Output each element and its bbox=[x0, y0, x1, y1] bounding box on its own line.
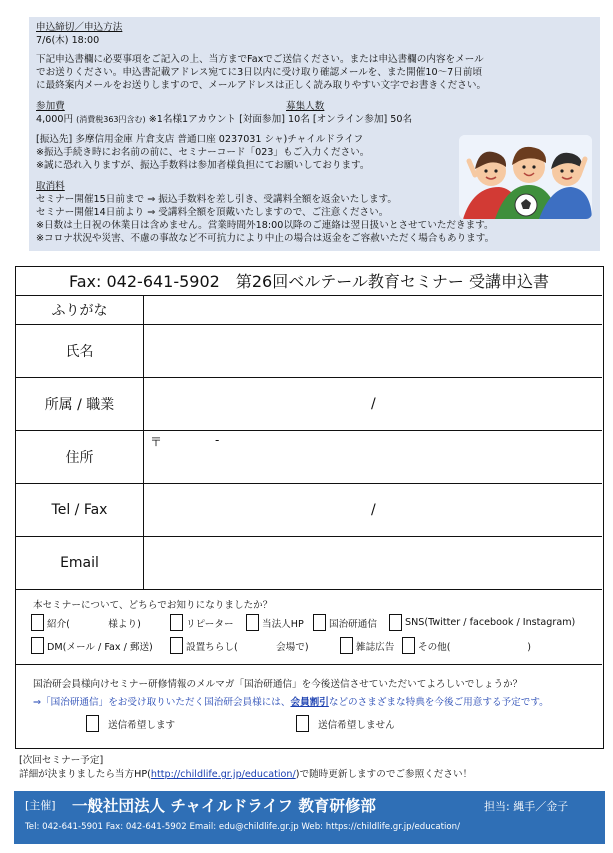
cancel-line-4: ※コロナ状況や災害、不慮の事故など不可抗力により中止の場合は返金をご容赦いただく場合もあります。 bbox=[36, 233, 495, 244]
contact-person: 担当: 縄手／金子 bbox=[484, 800, 569, 813]
email-field[interactable] bbox=[145, 537, 602, 589]
other-label: その他( ) bbox=[418, 641, 532, 653]
affiliation-row bbox=[16, 378, 602, 431]
next-seminar-label: [次回セミナー予定] bbox=[19, 755, 104, 766]
method-line-1: 下記申込書欄に必要事項をご記入の上、当方までFaxでご送信ください。または申込書欄の内容をメール bbox=[36, 54, 484, 65]
cancel-label: 取消料 bbox=[36, 181, 65, 192]
capacity-line: [対面参加] 10名 [オンライン参加] 50名 bbox=[239, 114, 413, 125]
repeater-checkbox[interactable] bbox=[170, 614, 183, 631]
next-line-b: )で随時更新しますのでご参照ください！ bbox=[295, 769, 473, 780]
option-newsletter[interactable] bbox=[313, 614, 377, 631]
dm-label: DM(メール / Fax / 郵送) bbox=[47, 641, 153, 653]
send-no-checkbox[interactable] bbox=[296, 715, 309, 732]
option-dm[interactable] bbox=[31, 637, 153, 654]
newsletter-note bbox=[33, 696, 549, 709]
option-send-yes[interactable] bbox=[86, 715, 175, 732]
option-magazine[interactable] bbox=[340, 637, 394, 654]
fee-amount: 4,000円 bbox=[36, 114, 74, 125]
email-row bbox=[16, 537, 602, 590]
send-no-label: 送信希望しません bbox=[318, 719, 395, 731]
telfax-slash: / bbox=[371, 502, 376, 518]
address-row bbox=[16, 431, 602, 484]
flyer-checkbox[interactable] bbox=[170, 637, 183, 654]
address-label: 住所 bbox=[16, 431, 144, 483]
organizer-name: 一般社団法人 チャイルドライフ 教育研修部 bbox=[72, 797, 376, 815]
option-hp[interactable] bbox=[246, 614, 304, 631]
furigana-label: ふりがな bbox=[16, 296, 144, 324]
option-send-no[interactable] bbox=[296, 715, 395, 732]
source-question-section bbox=[16, 590, 602, 665]
cancel-line-1: セミナー開催15日前まで ⇒ 振込手数料を差し引き、受講料全額を返金いたします。 bbox=[36, 194, 397, 205]
method-line-3: に最終案内メールをお送りしますので、メールアドレスは正しく読み取りやすい文字でお書きください。 bbox=[36, 80, 487, 91]
fee-line bbox=[36, 113, 412, 126]
option-referral[interactable] bbox=[31, 614, 141, 631]
newsletter-label: 国治研通信 bbox=[329, 618, 377, 630]
affiliation-field[interactable] bbox=[145, 378, 602, 430]
next-seminar-line bbox=[19, 768, 472, 781]
application-info-box bbox=[29, 17, 600, 251]
newsletter-question-section bbox=[16, 665, 602, 747]
option-sns[interactable] bbox=[389, 614, 575, 631]
repeater-label: リピーター bbox=[186, 618, 234, 630]
telfax-row bbox=[16, 484, 602, 537]
deadline-date: 7/6(木) 18:00 bbox=[36, 35, 100, 46]
cancel-line-2: セミナー開催14日前より ⇒ 受講料全額を頂戴いたしますので、ご注意ください。 bbox=[36, 207, 389, 218]
form-title: Fax: 042-641-5902 第26回ベルテール教育セミナー 受講申込書 bbox=[16, 267, 602, 296]
newsletter-question: 国治研会員様向けセミナー研修情報のメルマガ「国治研通信」を今後送信させていただいてよろしいでしょうか？ bbox=[33, 679, 523, 690]
deadline-label: 申込締切／申込方法 bbox=[36, 22, 123, 33]
next-seminar-note bbox=[19, 754, 472, 781]
telfax-field[interactable] bbox=[145, 484, 602, 536]
furigana-field[interactable] bbox=[145, 296, 602, 324]
children-soccer-illustration bbox=[459, 135, 592, 219]
magazine-label: 雑誌広告 bbox=[356, 641, 395, 653]
affiliation-label: 所属 / 職業 bbox=[16, 378, 144, 430]
source-question: 本セミナーについて、どちらでお知りになりましたか？ bbox=[33, 600, 273, 611]
newsletter-note-a: ⇒「国治研通信」をお受け取りいただく国治研会員様には、 bbox=[33, 697, 291, 708]
cancel-line-3: ※日数は土日祝の休業日は含めません。営業時間外18:00以降のご連絡は翌日扱いとさせていただきます。 bbox=[36, 220, 494, 231]
affiliation-slash: / bbox=[371, 396, 376, 412]
method-line-2: でお送りください。申込書記載アドレス宛てに3日以内に受け取り確認メールを、また開催10～7日前頃 bbox=[36, 67, 483, 78]
capacity-label: 募集人数 bbox=[286, 101, 325, 112]
name-field[interactable] bbox=[145, 325, 602, 377]
next-line-a: 詳細が決まりましたら当方HP( bbox=[19, 769, 151, 780]
fee-account-note: ※1名様1アカウント bbox=[148, 114, 237, 125]
option-repeater[interactable] bbox=[170, 614, 234, 631]
flyer-label: 設置ちらし( 会場で) bbox=[186, 641, 309, 653]
send-yes-checkbox[interactable] bbox=[86, 715, 99, 732]
referral-label: 紹介( 様より) bbox=[47, 618, 141, 630]
postal-mark: 〒 bbox=[150, 435, 163, 449]
email-label: Email bbox=[16, 537, 144, 589]
sns-checkbox[interactable] bbox=[389, 614, 402, 631]
transfer-line-1: [振込先] 多摩信用金庫 片倉支店 普通口座 0237031 シャ)チャイルドライフ bbox=[36, 134, 364, 145]
other-checkbox[interactable] bbox=[402, 637, 415, 654]
newsletter-checkbox[interactable] bbox=[313, 614, 326, 631]
hp-label: 当法人HP bbox=[262, 618, 304, 630]
member-discount-link[interactable]: 会員割引 bbox=[290, 697, 329, 708]
education-url-link[interactable]: http://childlife.gr.jp/education/ bbox=[150, 769, 296, 780]
postal-dash: - bbox=[215, 433, 220, 447]
fee-label: 参加費 bbox=[36, 101, 65, 112]
newsletter-note-b: などのさまざまな特典を今後ご用意する予定です。 bbox=[328, 697, 549, 708]
application-form bbox=[15, 266, 604, 749]
referral-checkbox[interactable] bbox=[31, 614, 44, 631]
fee-tax-note: (消費税363円含む) bbox=[76, 115, 146, 124]
furigana-row bbox=[16, 296, 602, 325]
name-row bbox=[16, 325, 602, 378]
transfer-line-3: ※誠に恐れ入りますが、振込手数料は参加者様負担にてお願いしております。 bbox=[36, 160, 370, 171]
option-flyer[interactable] bbox=[170, 637, 309, 654]
sns-label: SNS(Twitter / facebook / Instagram) bbox=[405, 617, 576, 628]
address-field[interactable] bbox=[145, 431, 602, 483]
send-yes-label: 送信希望します bbox=[108, 719, 176, 731]
name-label: 氏名 bbox=[16, 325, 144, 377]
organizer-footer bbox=[14, 791, 605, 844]
contact-line: Tel: 042-641-5901 Fax: 042-641-5902 Email: edu@childlife.gr.jp Web: https://childlife.gr.jp/education/ bbox=[25, 822, 461, 832]
magazine-checkbox[interactable] bbox=[340, 637, 353, 654]
transfer-line-2: ※振込手続き時にお名前の前に、セミナーコード「023」もご入力ください。 bbox=[36, 147, 370, 158]
hp-checkbox[interactable] bbox=[246, 614, 259, 631]
telfax-label: Tel / Fax bbox=[16, 484, 144, 536]
host-label: [主催] bbox=[25, 799, 56, 812]
dm-checkbox[interactable] bbox=[31, 637, 44, 654]
option-other[interactable] bbox=[402, 637, 531, 654]
